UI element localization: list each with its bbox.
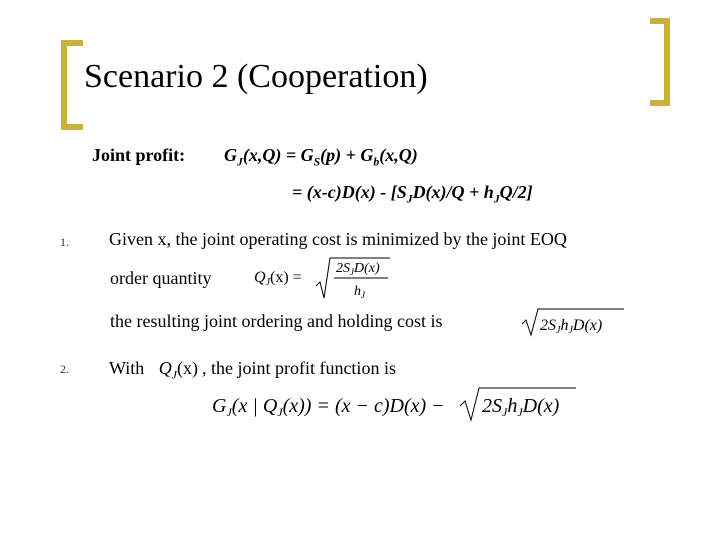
left-bracket-decoration xyxy=(61,40,83,130)
right-bracket-decoration xyxy=(650,18,670,106)
joint-profit-function-formula xyxy=(208,384,580,424)
qj-symbol: $Q_J(x)$ xyxy=(158,358,198,382)
svg-text:2SJhJD(x): $2S_Jh_JD(x)$ xyxy=(482,395,560,419)
svg-text:hJ: $h_J$ xyxy=(354,284,365,300)
order-quantity-text: order quantity xyxy=(110,268,212,288)
joint-profit-label: Joint profit: xyxy=(92,145,186,165)
slide-title: Scenario 2 (Cooperation) xyxy=(84,58,428,95)
given-text: Given x, the joint operating cost is minimized by the joint EOQ xyxy=(109,229,567,249)
svg-text:GJ(x | QJ(x)) = (x − c)D(x) −: $G_J(x$ | $Q_J(x)) = (x - c)D(x)$ − xyxy=(212,395,445,419)
joint-profit-equation: $G_J(x,Q) = G_S(p) + G_b(x,Q)$ xyxy=(224,145,418,169)
svg-text:QJ(x) =: QJ(x) = xyxy=(254,269,302,288)
eoq-formula xyxy=(250,252,400,302)
resulting-cost-text: the resulting joint ordering and holding cost is xyxy=(110,311,443,331)
cost-formula xyxy=(520,306,630,338)
list-number: 2. xyxy=(60,362,69,376)
svg-text:2SJD(x): $2S_JD(x)$ xyxy=(336,261,380,277)
svg-text:2SJhJD(x): 2SJhJD(x) xyxy=(540,317,603,336)
with-text: With $Q_J(x)$ , the joint profit function is xyxy=(109,358,396,382)
list-number: 1. xyxy=(60,235,69,249)
joint-profit-equation-continued: = $(x-c)D(x) - [S_JD(x)/Q + h_JQ/2]$ xyxy=(292,182,533,206)
